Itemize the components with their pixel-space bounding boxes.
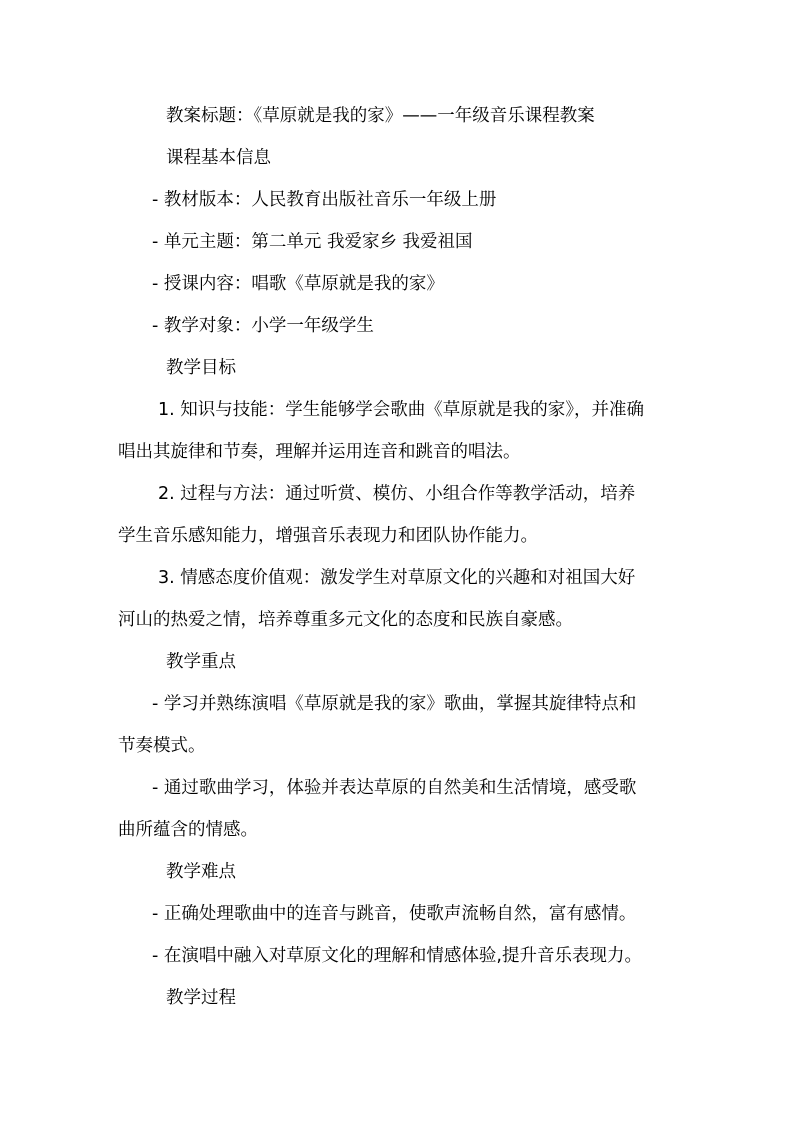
objective-3-line-1: 3. 情感态度价值观：激发学生对草原文化的兴趣和对祖国大好	[158, 568, 636, 588]
list-item-unit: - 单元主题：第二单元 我爱家乡 我爱祖国	[152, 232, 473, 252]
section-heading-difficulties: 教学难点	[166, 862, 236, 882]
objective-3-line-2: 河山的热爱之情，培养尊重多元文化的态度和民族自豪感。	[118, 610, 573, 630]
objective-1-line-1: 1. 知识与技能：学生能够学会歌曲《草原就是我的家》，并准确	[158, 400, 645, 420]
objective-2-line-2: 学生音乐感知能力，增强音乐表现力和团队协作能力。	[118, 526, 538, 546]
document-title: 教案标题：《草原就是我的家》——一年级音乐课程教案	[166, 106, 595, 126]
key-point-2-line-2: 曲所蕴含的情感。	[118, 820, 258, 840]
key-point-2-line-1: - 通过歌曲学习，体验并表达草原的自然美和生活情境，感受歌	[152, 778, 637, 798]
list-item-audience: - 教学对象：小学一年级学生	[152, 316, 374, 336]
section-heading-objectives: 教学目标	[166, 358, 236, 378]
objective-2-line-1: 2. 过程与方法：通过听赏、模仿、小组合作等教学活动，培养	[158, 484, 636, 504]
key-point-1-line-1: - 学习并熟练演唱《草原就是我的家》歌曲，掌握其旋律特点和	[152, 694, 637, 714]
key-point-1-line-2: 节奏模式。	[118, 736, 206, 756]
difficulty-1: - 正确处理歌曲中的连音与跳音，使歌声流畅自然，富有感情。	[152, 904, 637, 924]
section-heading-key-points: 教学重点	[166, 652, 236, 672]
list-item-content: - 授课内容：唱歌《草原就是我的家》	[152, 274, 444, 294]
section-heading-process: 教学过程	[166, 988, 236, 1008]
list-item-textbook: - 教材版本：人民教育出版社音乐一年级上册	[152, 190, 497, 210]
difficulty-2: - 在演唱中融入对草原文化的理解和情感体验,提升音乐表现力。	[152, 946, 642, 966]
section-heading-basic-info: 课程基本信息	[166, 148, 271, 168]
objective-1-line-2: 唱出其旋律和节奏，理解并运用连音和跳音的唱法。	[118, 442, 521, 462]
